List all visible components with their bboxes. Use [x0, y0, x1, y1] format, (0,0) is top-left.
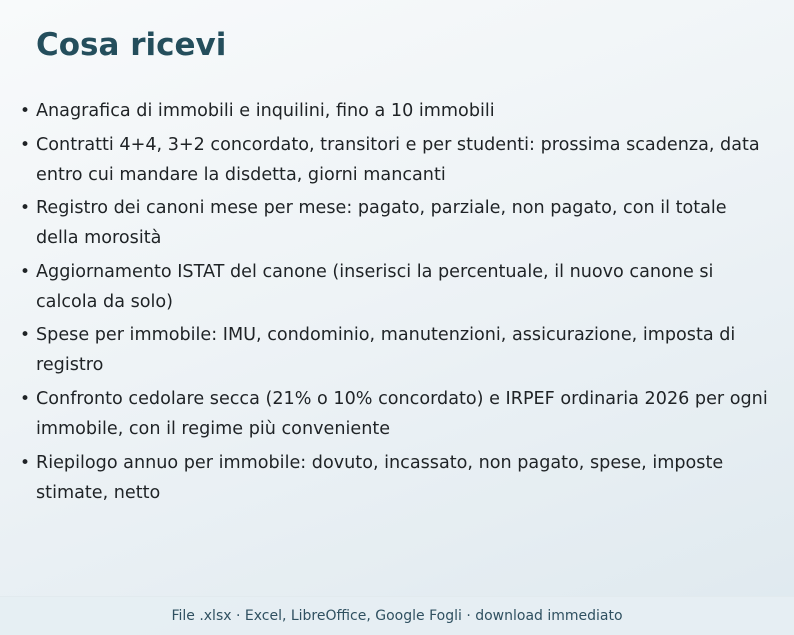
bullet-icon: • — [20, 101, 31, 121]
list-item — [0, 130, 770, 190]
list-item — [0, 96, 770, 126]
bullet-icon: • — [20, 388, 31, 409]
bullet-icon: • — [20, 261, 31, 282]
page-title: Cosa ricevi — [36, 27, 227, 63]
footer-text: File .xlsx · Excel, LibreOffice, Google Fogli · download immediato — [171, 608, 623, 624]
feature-list — [0, 96, 770, 511]
list-item — [0, 448, 770, 508]
list-item-text: Registro dei canoni mese per mese: pagato, parziale, non pagato, con il totale della morosità — [36, 198, 727, 249]
list-item — [0, 320, 770, 380]
list-item-text: Anagrafica di immobili e inquilini, fino a 10 immobili — [36, 101, 495, 121]
bullet-icon: • — [20, 134, 31, 155]
footer-bar — [0, 596, 794, 635]
bullet-icon: • — [20, 452, 31, 473]
list-item — [0, 193, 770, 253]
bullet-icon: • — [20, 198, 31, 219]
list-item-text: Spese per immobile: IMU, condominio, manutenzioni, assicurazione, imposta di registro — [36, 325, 736, 376]
list-item-text: Aggiornamento ISTAT del canone (inserisci la percentuale, il nuovo canone si calcola da solo) — [36, 261, 714, 312]
list-item-text: Riepilogo annuo per immobile: dovuto, incassato, non pagato, spese, imposte stimate, netto — [36, 452, 724, 503]
list-item-text: Contratti 4+4, 3+2 concordato, transitori e per studenti: prossima scadenza, data entro cui mandare la disdetta, giorni mancanti — [36, 134, 760, 185]
list-item-text: Confronto cedolare secca (21% o 10% concordato) e IRPEF ordinaria 2026 per ogni immobile, con il regime più conveniente — [36, 388, 768, 439]
bullet-icon: • — [20, 325, 31, 346]
list-item — [0, 257, 770, 317]
list-item — [0, 384, 770, 444]
